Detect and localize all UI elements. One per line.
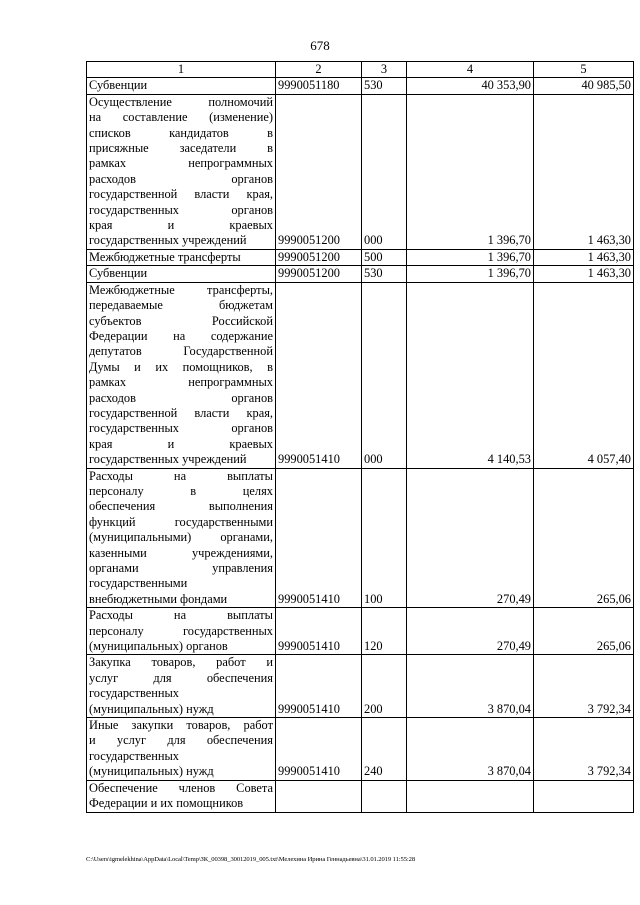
sum-2019: 1 396,70 (407, 249, 534, 265)
expense-item-name-line: государственных (89, 748, 180, 763)
expense-item-name-line: на составление (изменение) (89, 110, 273, 125)
sum-2019: 1 396,70 (407, 266, 534, 282)
expense-item-name-line: Расходы на выплаты (89, 468, 273, 483)
expense-type-code: 100 (362, 468, 407, 608)
column-header-1: 1 (87, 62, 276, 78)
expense-item-name-line: Субвенции (89, 266, 148, 281)
sum-2020: 265,06 (534, 608, 634, 655)
expense-item-name-line: края и краевых (89, 218, 273, 233)
expense-item-name-line: Закупка товаров, работ и (89, 655, 273, 670)
expense-item-name-line: государственных учреждений (89, 233, 247, 248)
expense-item-name-line: субъектов Российской (89, 313, 273, 328)
expense-type-code: 240 (362, 718, 407, 781)
sum-2020: 1 463,30 (534, 94, 634, 249)
expense-item-name-line: государственными (89, 576, 188, 591)
expense-item-name-line: Федерации и их помощников (89, 796, 244, 811)
expense-item-name-line: Осуществление полномочий (89, 94, 273, 109)
expense-item-name-line: Думы и их помощников, в (89, 359, 273, 374)
file-path-footer: C:\Users\igmelekhina\AppData\Local\Temp\ЗК_00398_30012019_005.txt\Мелехина Ирина Геннадьевна\31.01.2019 11:55:28 (86, 856, 416, 863)
expense-item-name-line: депутатов Государственной (89, 344, 273, 359)
target-article-code: 9990051410 (276, 608, 362, 655)
target-article-code: 9990051200 (276, 249, 362, 265)
expense-item-name (87, 780, 276, 812)
expense-item-name-line: расходов органов (89, 390, 273, 405)
expense-item-name-line: расходов органов (89, 171, 273, 186)
expense-item-name-line: государственной власти края, (89, 405, 273, 420)
target-article-code: 9990051180 (276, 78, 362, 94)
sum-2019 (407, 780, 534, 812)
expense-item-name (87, 655, 276, 718)
target-article-code: 9990051410 (276, 468, 362, 608)
column-number-row (87, 62, 634, 78)
sum-2019: 3 870,04 (407, 718, 534, 781)
target-article-code (276, 780, 362, 812)
expense-item-name-line: персоналу государственных (89, 623, 273, 638)
expense-item-name-line: Субвенции (89, 78, 148, 93)
table-row (87, 468, 634, 608)
target-article-code: 9990051410 (276, 282, 362, 468)
expense-item-name-line: (муниципальных) нужд (89, 764, 214, 779)
expense-item-name-line: (муниципальными) органами, (89, 530, 273, 545)
expense-item-name-line: края и краевых (89, 436, 273, 451)
expense-item-name-line: Федерации на содержание (89, 328, 273, 343)
expense-item-name-line: государственных органов (89, 421, 273, 436)
expense-item-name-line: государственной власти края, (89, 187, 273, 202)
table-row (87, 780, 634, 812)
table-row (87, 608, 634, 655)
column-header-3: 3 (362, 62, 407, 78)
sum-2019: 270,49 (407, 608, 534, 655)
expense-item-name-line: (муниципальных) органов (89, 639, 228, 654)
expense-type-code: 500 (362, 249, 407, 265)
expense-item-name-line: и услуг для обеспечения (89, 733, 273, 748)
target-article-code: 9990051410 (276, 655, 362, 718)
expense-item-name-line: услуг для обеспечения (89, 670, 273, 685)
expense-item-name-line: Расходы на выплаты (89, 608, 273, 623)
table-row (87, 94, 634, 249)
budget-table (86, 61, 634, 813)
expense-item-name-line: персоналу в целях (89, 483, 273, 498)
sum-2020: 4 057,40 (534, 282, 634, 468)
expense-type-code: 530 (362, 78, 407, 94)
expense-item-name-line: государственных учреждений (89, 452, 247, 467)
sum-2019: 4 140,53 (407, 282, 534, 468)
expense-item-name-line: функций государственными (89, 514, 273, 529)
sum-2020 (534, 780, 634, 812)
expense-type-code: 530 (362, 266, 407, 282)
table-row (87, 249, 634, 265)
expense-item-name (87, 282, 276, 468)
expense-item-name (87, 608, 276, 655)
target-article-code: 9990051410 (276, 718, 362, 781)
page-number: 678 (310, 38, 330, 53)
sum-2019: 3 870,04 (407, 655, 534, 718)
table-row (87, 266, 634, 282)
expense-item-name-line: Межбюджетные трансферты, (89, 282, 273, 297)
expense-type-code: 000 (362, 282, 407, 468)
expense-item-name-line: внебюджетными фондами (89, 591, 228, 606)
sum-2020: 1 463,30 (534, 266, 634, 282)
sum-2020: 40 985,50 (534, 78, 634, 94)
expense-item-name-line: Межбюджетные трансферты (89, 249, 241, 264)
expense-type-code (362, 780, 407, 812)
expense-item-name-line: списков кандидатов в (89, 125, 273, 140)
column-header-5: 5 (534, 62, 634, 78)
target-article-code: 9990051200 (276, 266, 362, 282)
expense-item-name (87, 94, 276, 249)
expense-item-name (87, 78, 276, 94)
sum-2019: 1 396,70 (407, 94, 534, 249)
table-row (87, 78, 634, 94)
column-header-2: 2 (276, 62, 362, 78)
expense-type-code: 000 (362, 94, 407, 249)
expense-item-name (87, 266, 276, 282)
expense-item-name-line: обеспечения выполнения (89, 499, 273, 514)
table-row (87, 718, 634, 781)
sum-2019: 270,49 (407, 468, 534, 608)
expense-item-name-line: Иные закупки товаров, работ (89, 718, 273, 733)
expense-item-name (87, 249, 276, 265)
expense-item-name-line: передаваемые бюджетам (89, 298, 273, 313)
table-row (87, 282, 634, 468)
sum-2020: 3 792,34 (534, 655, 634, 718)
expense-item-name-line: присяжные заседатели в (89, 141, 273, 156)
expense-type-code: 200 (362, 655, 407, 718)
expense-item-name-line: Обеспечение членов Совета (89, 780, 273, 795)
sum-2020: 3 792,34 (534, 718, 634, 781)
expense-item-name-line: органами управления (89, 561, 273, 575)
expense-item-name-line: казенными учреждениями, (89, 545, 273, 560)
expense-type-code: 120 (362, 608, 407, 655)
sum-2019: 40 353,90 (407, 78, 534, 94)
sum-2020: 265,06 (534, 468, 634, 608)
column-header-4: 4 (407, 62, 534, 78)
expense-item-name-line: государственных (89, 686, 180, 701)
target-article-code: 9990051200 (276, 94, 362, 249)
expense-item-name (87, 718, 276, 781)
expense-item-name-line: (муниципальных) нужд (89, 701, 214, 716)
table-row (87, 655, 634, 718)
expense-item-name-line: рамках непрограммных (89, 156, 273, 171)
expense-item-name (87, 468, 276, 608)
expense-item-name-line: государственных органов (89, 202, 273, 217)
expense-item-name-line: рамках непрограммных (89, 375, 273, 390)
sum-2020: 1 463,30 (534, 249, 634, 265)
